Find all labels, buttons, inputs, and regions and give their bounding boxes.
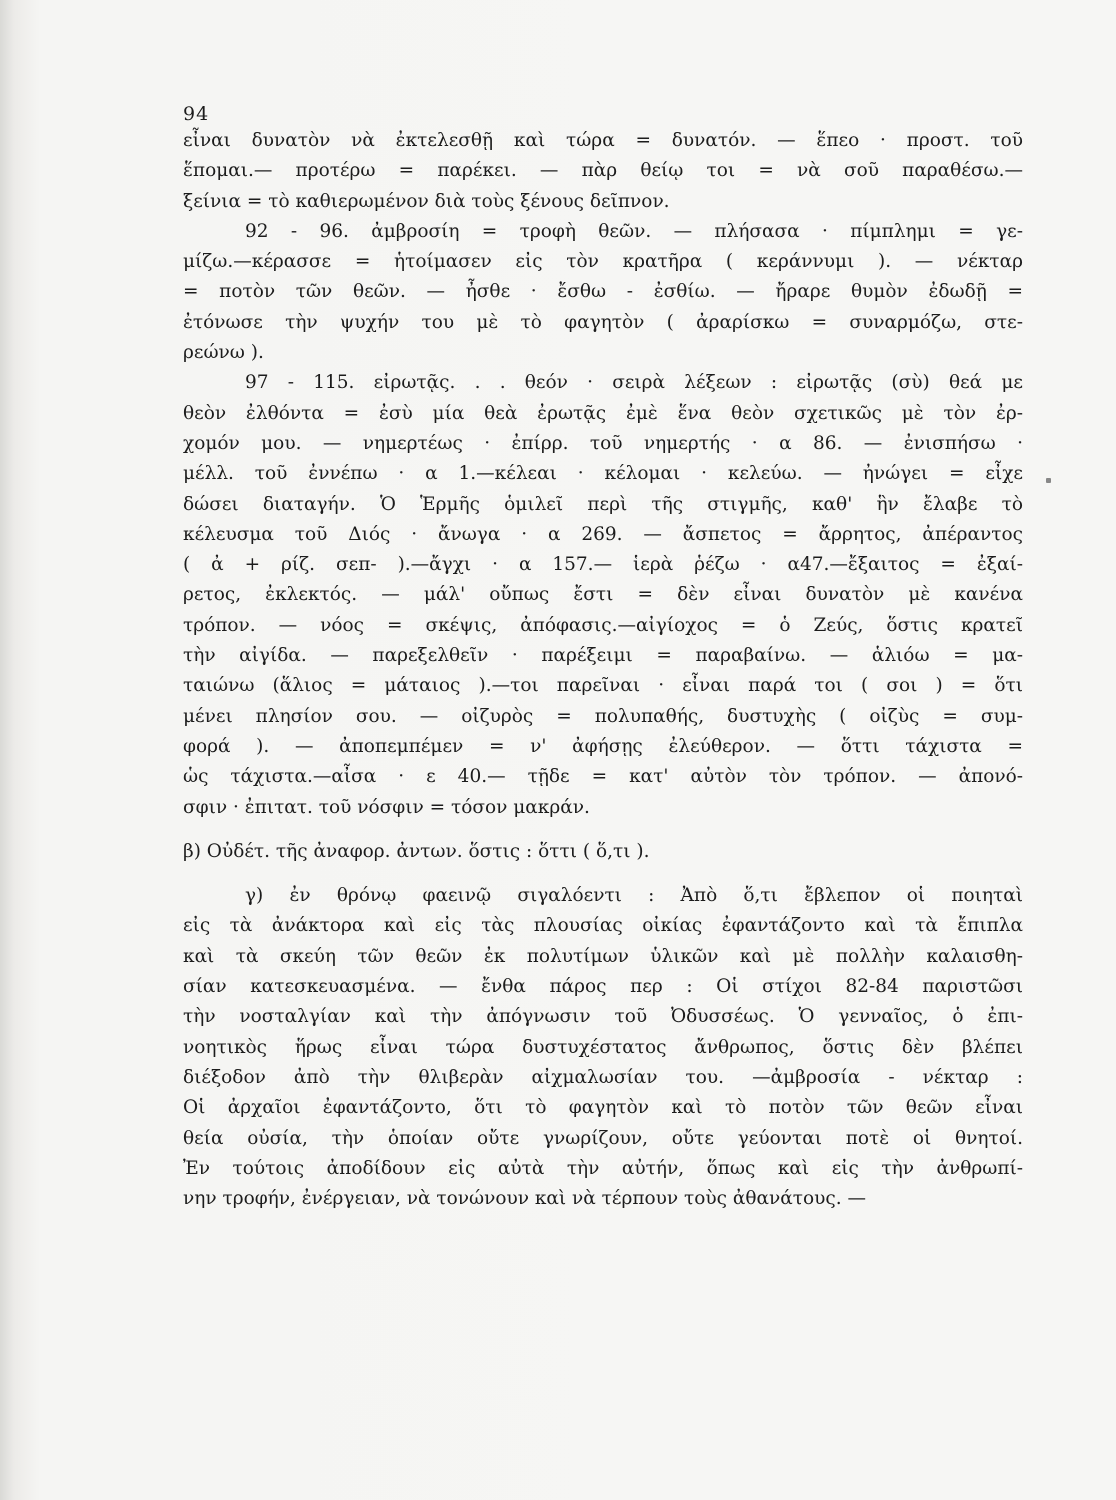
text-line: καὶ τὰ σκεύη τῶν θεῶν ἐκ πολυτίμων ὑλικῶν καὶ μὲ πολλὴν καλαισθη- (183, 945, 1023, 967)
text-line: κέλευσμα τοῦ Διός · ἄνωγα · α 269. — ἄσπετος = ἄρρητος, ἀπέραντος (183, 523, 1023, 545)
text-line: Οἱ ἀρχαῖοι ἐφαντάζοντο, ὅτι τὸ φαγητὸν καὶ τὸ ποτὸν τῶν θεῶν εἶναι (183, 1097, 1023, 1119)
text-line: φορά ). — ἀποπεμπέμεν = ν' ἀφήσῃς ἐλεύθερον. — ὅττι τάχιστα = (183, 735, 1023, 757)
text-line: σφιν · ἐπιτατ. τοῦ νόσφιν = τόσον μακράν. (183, 796, 590, 818)
text-line: ρεώνω ). (183, 342, 264, 364)
text-line: δώσει διαταγήν. Ὁ Ἑρμῆς ὁμιλεῖ περὶ τῆς στιγμῆς, καθ' ἣν ἔλαβε τὸ (183, 493, 1023, 515)
text-line: ἕπομαι.— προτέρω = παρέκει. — πὰρ θείῳ τοι = νὰ σοῦ παραθέσω.— (183, 160, 1023, 182)
text-line: 92 - 96. ἀμβροσίη = τροφὴ θεῶν. — πλήσασα · πίμπλημι = γε- (245, 220, 1023, 242)
text-line: ρετος, ἐκλεκτός. — μάλ' οὔπως ἔστι = δὲν εἶναι δυνατὸν μὲ κανένα (183, 584, 1023, 606)
text-line: μίζω.—κέρασσε = ἡτοίμασεν εἰς τὸν κρατῆρα ( κεράννυμι ). — νέκταρ (183, 251, 1023, 273)
commentary-text (183, 126, 1023, 1214)
text-line: = ποτὸν τῶν θεῶν. — ἦσθε · ἔσθω - ἐσθίω. — ἤραρε θυμὸν ἐδωδῇ = (183, 281, 1023, 303)
text-line: ξείνια = τὸ καθιερωμένον διὰ τοὺς ξένους δεῖπνον. (183, 190, 670, 212)
paragraph-gap (183, 867, 1023, 881)
text-line: ὡς τάχιστα.—αἶσα · ε 40.— τῇδε = κατ' αὐτὸν τὸν τρόπον. — ἀπονό- (183, 766, 1023, 788)
text-line: ταιώνω (ἅλιος = μάταιος ).—τοι παρεῖναι · εἶναι παρά τοι ( σοι ) = ὅτι (183, 675, 1023, 697)
text-line: διέξοδον ἀπὸ τὴν θλιβερὰν αἰχμαλωσίαν του. —ἀμβροσία - νέκταρ : (183, 1066, 1023, 1088)
text-line: εἰς τὰ ἀνάκτορα καὶ εἰς τὰς πλουσίας οἰκίας ἐφαντάζοντο καὶ τὰ ἔπιπλα (183, 915, 1023, 937)
text-line: νην τροφήν, ἐνέργειαν, νὰ τονώνουν καὶ νὰ τέρπουν τοὺς ἀθανάτους. — (183, 1188, 867, 1210)
paragraph-gap (183, 823, 1023, 837)
page-number: 94 (183, 103, 210, 125)
text-line: τρόπον. — νόος = σκέψις, ἀπόφασις.—αἰγίοχος = ὁ Ζεύς, ὅστις κρατεῖ (183, 614, 1023, 636)
text-line: ( ἀ + ρίζ. σεπ- ).—ἄγχι · α 157.— ἱερὰ ῥέζω · α47.—ἔξαιτος = ἐξαί- (183, 554, 1023, 576)
text-line: τὴν νοσταλγίαν καὶ τὴν ἀπόγνωσιν τοῦ Ὀδυσσέως. Ὁ γενναῖος, ὁ ἐπι- (183, 1006, 1023, 1028)
text-line: χομόν μου. — νημερτέως · ἐπίρρ. τοῦ νημερτής · α 86. — ἐνισπήσω · (183, 432, 1023, 454)
text-line: θεία οὐσία, τὴν ὁποίαν οὔτε γνωρίζουν, οὔτε γεύονται ποτὲ οἱ θνητοί. (183, 1127, 1023, 1149)
text-line: εἶναι δυνατὸν νὰ ἐκτελεσθῇ καὶ τώρα = δυνατόν. — ἕπεο · προστ. τοῦ (183, 130, 1023, 151)
text-line: ἐτόνωσε τὴν ψυχήν του μὲ τὸ φαγητὸν ( ἀραρίσκω = συναρμόζω, στε- (183, 311, 1023, 333)
text-line: γ) ἐν θρόνῳ φαεινῷ σιγαλόεντι : Ἀπὸ ὅ,τι ἔβλεπον οἱ ποιηταὶ (245, 885, 1023, 907)
text-line: θεὸν ἐλθόντα = ἐσὺ μία θεὰ ἐρωτᾷς ἐμὲ ἕνα θεὸν σχετικῶς μὲ τὸν ἐρ- (183, 402, 1023, 424)
text-line: σίαν κατεσκευασμένα. — ἔνθα πάρος περ : Οἱ στίχοι 82-84 παριστῶσι (183, 976, 1023, 998)
text-line: νοητικὸς ἥρως εἶναι τώρα δυστυχέστατος ἄνθρωπος, ὅστις δὲν βλέπει (183, 1036, 1023, 1058)
text-line: μέλλ. τοῦ ἐννέπω · α 1.—κέλεαι · κέλομαι · κελεύω. — ἠνώγει = εἶχε (183, 463, 1023, 485)
text-line: μένει πλησίον σου. — οἰζυρὸς = πολυπαθής, δυστυχὴς ( οἰζὺς = συμ- (183, 705, 1023, 727)
scan-speck (1046, 478, 1051, 483)
text-line: β) Οὐδέτ. τῆς ἀναφορ. ἀντων. ὅστις : ὅττι ( ὅ,τι ). (183, 840, 650, 862)
text-line: τὴν αἰγίδα. — παρεξελθεῖν · παρέξειμι = παραβαίνω. — ἁλιόω = μα- (183, 645, 1023, 667)
text-line: 97 - 115. εἰρωτᾷς. . . θεόν · σειρὰ λέξεων : εἰρωτᾷς (σὺ) θεά με (245, 372, 1023, 394)
text-line: Ἐν τούτοις ἀποδίδουν εἰς αὐτὰ τὴν αὐτήν, ὅπως καὶ εἰς τὴν ἀνθρωπί- (183, 1157, 1023, 1179)
